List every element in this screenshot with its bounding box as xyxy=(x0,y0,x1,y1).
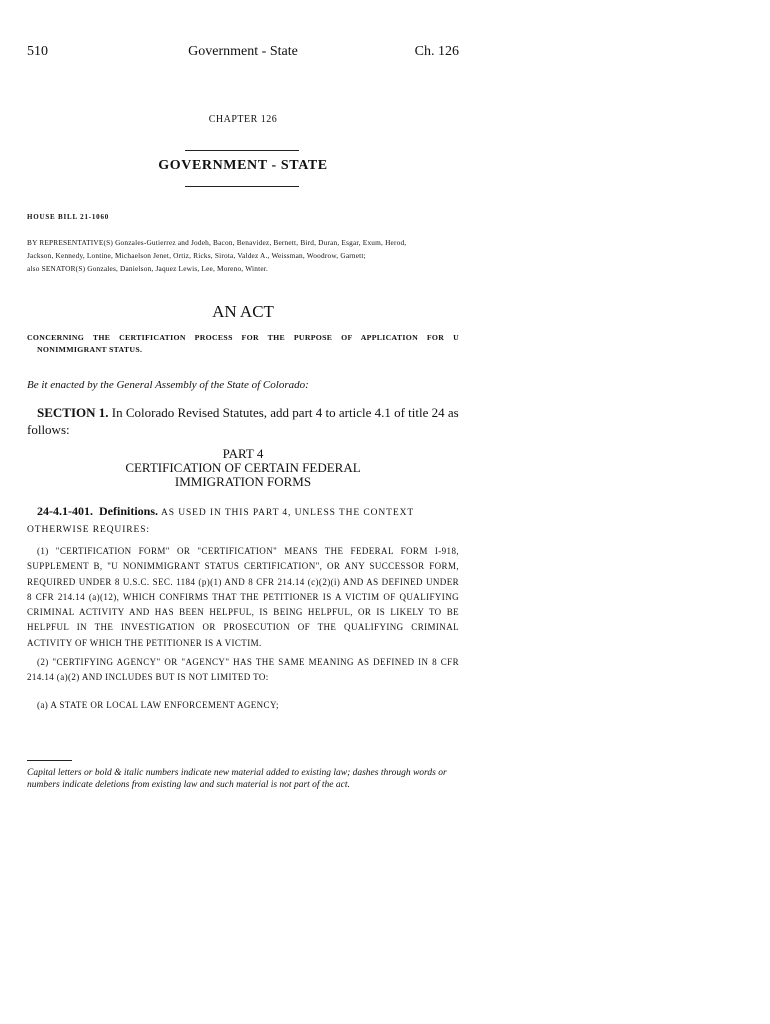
footnote: Capital letters or bold & italic numbers indicate new material added to existing law; dashes through words or numbers indicate deletions from existing law and such material is not part of the act. xyxy=(27,768,447,790)
page-header xyxy=(27,44,459,64)
section-label: SECTION 1. xyxy=(37,405,109,420)
enacting-clause: Be it enacted by the General Assembly of the State of Colorado: xyxy=(27,379,309,391)
sponsors xyxy=(27,236,467,275)
definitions-title: Definitions. xyxy=(99,504,159,518)
heading-rule-bottom xyxy=(185,186,299,187)
sponsors-line: Jackson, Kennedy, Lontine, Michaelson Jenet, Ortiz, Ricks, Sirota, Valdez A., Weissman, Woodrow, Garnett; xyxy=(27,251,366,260)
concerning-line: CONCERNING THE CERTIFICATION PROCESS FOR THE PURPOSE OF APPLICATION FOR U xyxy=(27,333,459,342)
section-number: 24-4.1-401. xyxy=(37,504,93,518)
definitions-text: AS USED IN THIS PART 4, UNLESS THE CONTEXT OTHERWISE REQUIRES: xyxy=(27,508,414,535)
part-line: PART 4 xyxy=(222,446,264,461)
definitions-heading xyxy=(27,504,459,538)
running-title: Government - State xyxy=(188,44,298,59)
section-text: In Colorado Revised Statutes, add part 4 to article 4.1 of title 24 as follows: xyxy=(27,405,459,437)
category-heading: GOVERNMENT - STATE xyxy=(158,158,328,173)
chapter-label: Ch. 126 xyxy=(414,44,459,59)
sponsors-line: also SENATOR(S) Gonzales, Danielson, Jaquez Lewis, Lee, Moreno, Winter. xyxy=(27,264,269,273)
part-heading xyxy=(27,447,459,489)
heading-rule-top xyxy=(185,150,299,151)
concerning-line: NONIMMIGRANT STATUS. xyxy=(37,345,143,354)
bill-number: HOUSE BILL 21-1060 xyxy=(27,213,110,221)
footnote-rule xyxy=(27,760,72,761)
definition-paragraph-1: (1) "CERTIFICATION FORM" OR "CERTIFICATION" MEANS THE FEDERAL FORM I-918, SUPPLEMENT B, "U NONIMMIGRANT STATUS CERTIFICATION", OR ANY SUCCESSOR FORM, REQUIRED UNDER 8 U.S.C. SEC. 1184 (p)(1) AND 8 CFR 214.14 (c)(2)(i) AND AS DEFINED UNDER 8 CFR 214.14 (a)(12), WHICH CONFIRMS THAT THE PETITIONER IS A VICTIM OF QUALIFYING CRIMINAL ACTIVITY AND HAS BEEN HELPFUL, IS BEING HELPFUL, OR IS LIKELY TO BE HELPFUL IN THE INVESTIGATION OR PROSECUTION OF THE QUALIFYING CRIMINAL ACTIVITY OF WHICH THE PETITIONER IS A VICTIM. xyxy=(27,546,459,648)
chapter-heading: CHAPTER 126 xyxy=(208,114,278,125)
sponsors-line: BY REPRESENTATIVE(S) Gonzales-Gutierrez and Jodeh, Bacon, Benavidez, Bernett, Bird, Duran, Esgar, Exum, Herod, xyxy=(27,238,407,247)
act-title: AN ACT xyxy=(212,302,274,321)
section-1 xyxy=(27,404,459,438)
definition-paragraph-2: (2) "CERTIFYING AGENCY" OR "AGENCY" HAS THE SAME MEANING AS DEFINED IN 8 CFR 214.14 (a)(2) AND INCLUDES BUT IS NOT LIMITED TO: xyxy=(27,657,459,683)
definition-paragraph-3: (a) A STATE OR LOCAL LAW ENFORCEMENT AGENCY; xyxy=(37,700,279,710)
part-line: IMMIGRATION FORMS xyxy=(174,474,312,489)
page-number: 510 xyxy=(27,44,48,59)
part-line: CERTIFICATION OF CERTAIN FEDERAL xyxy=(125,460,361,475)
